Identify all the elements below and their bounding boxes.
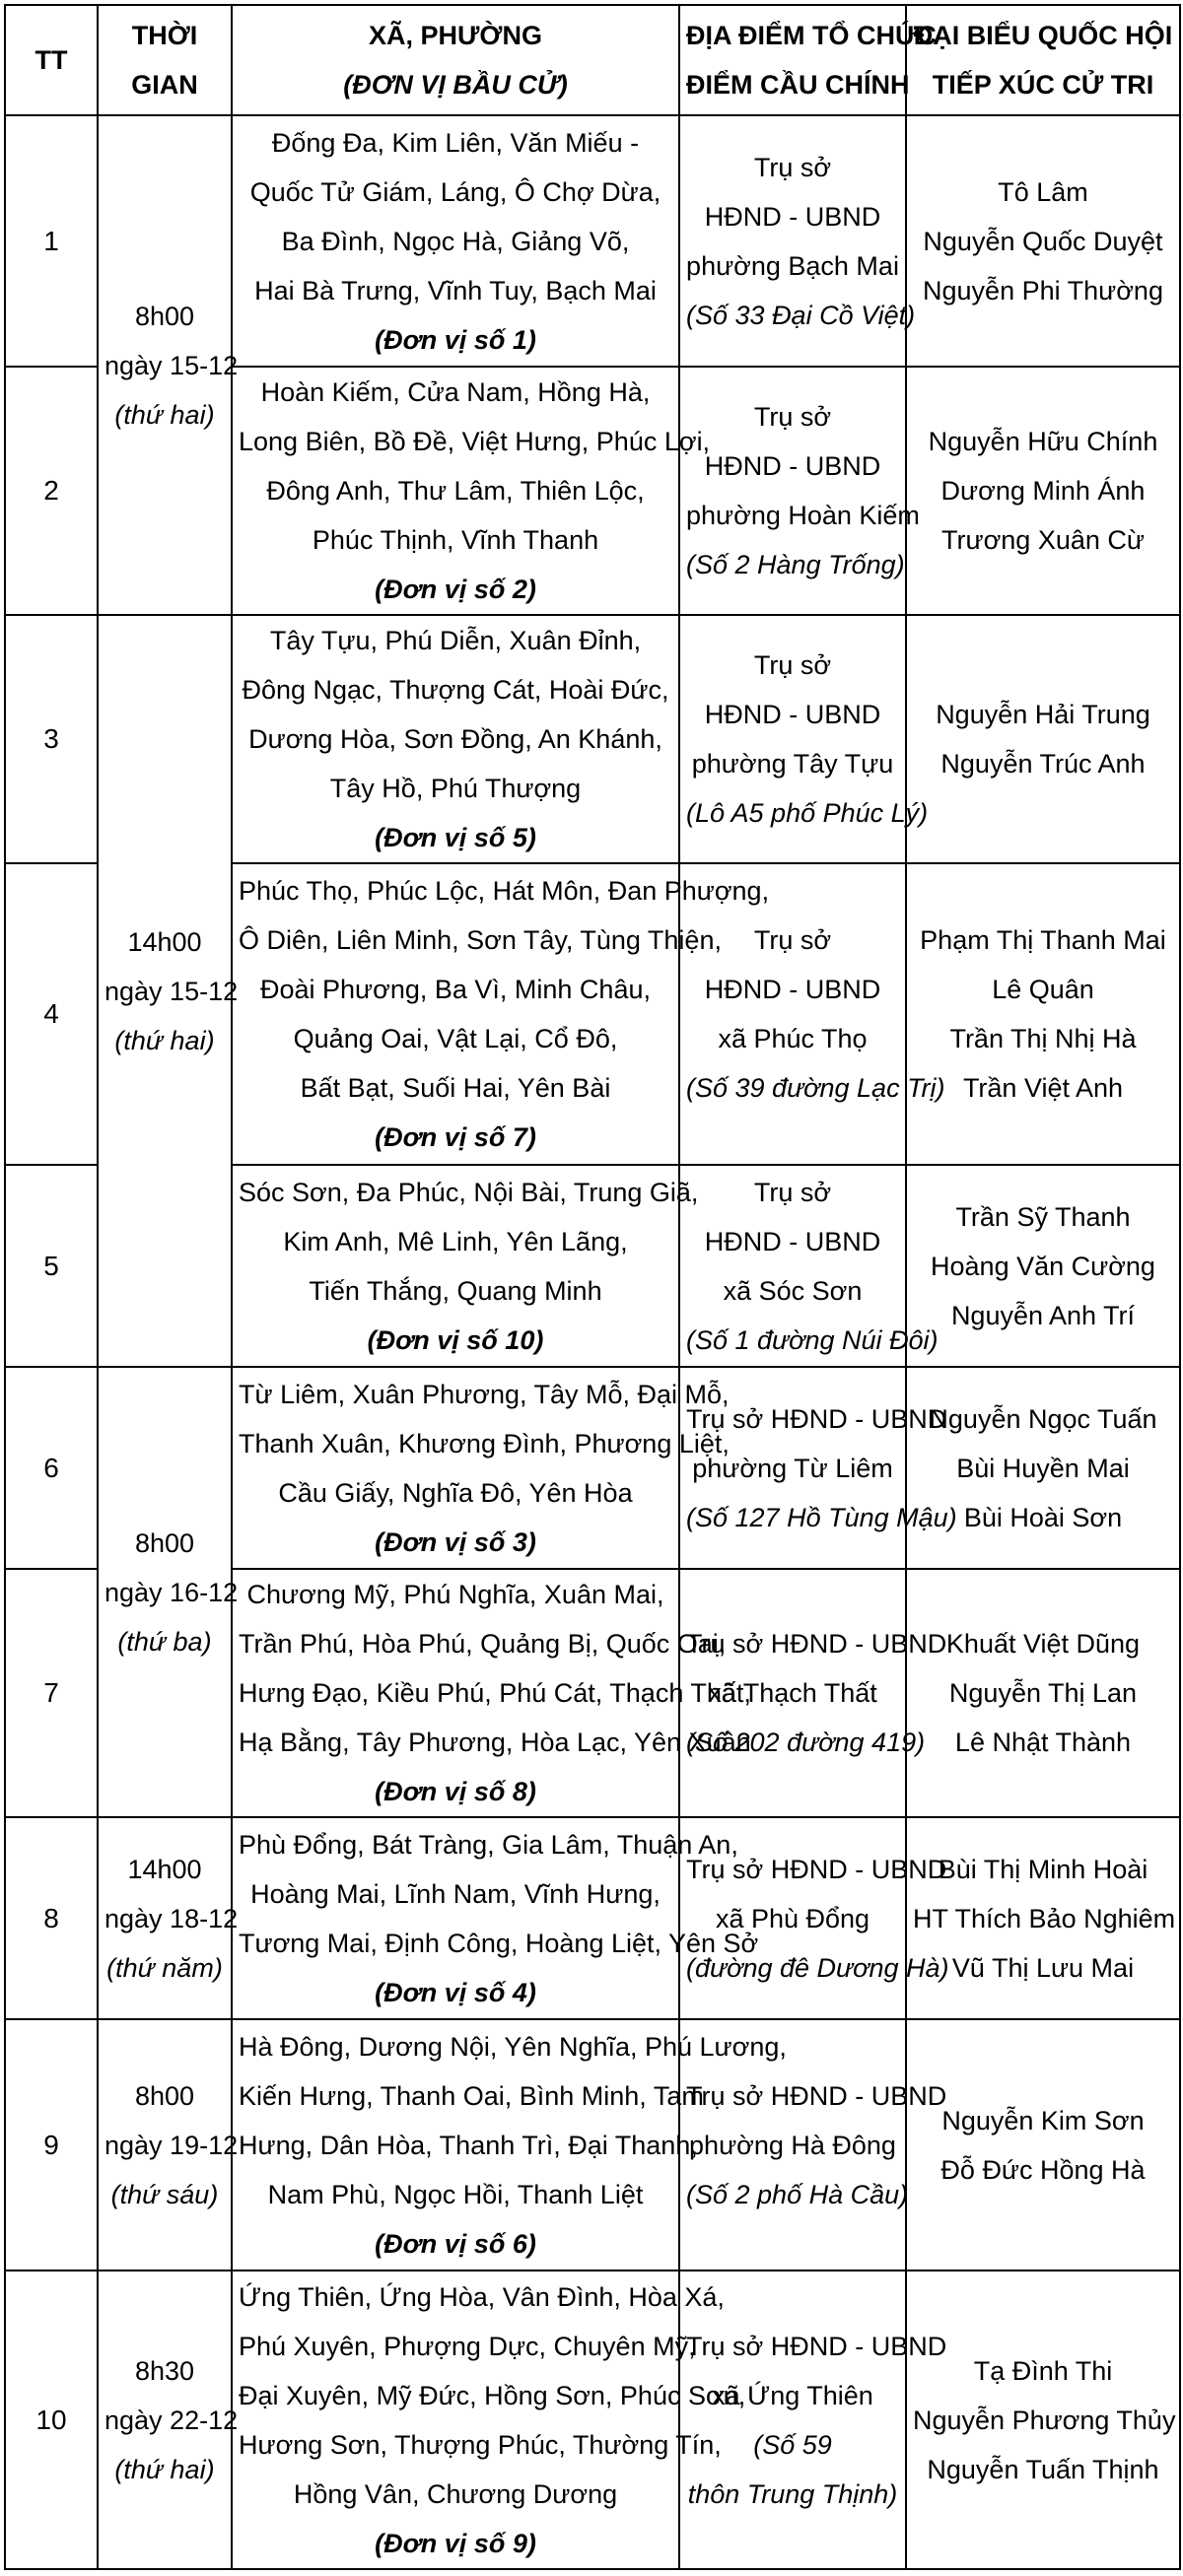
delegates-cell: Phạm Thị Thanh Mai Lê Quân Trần Thị Nhị Hà Trần Việt Anh xyxy=(906,863,1180,1165)
time-cell: 8h30 ngày 22-12 (thứ hai) xyxy=(98,2271,232,2569)
venue-cell: Trụ sở HĐND - UBND xã Ứng Thiên (Số 59 thôn Trung Thịnh) xyxy=(679,2271,906,2569)
table-row xyxy=(5,1367,1180,1569)
row-number: 9 xyxy=(5,2019,98,2271)
table-row xyxy=(5,2019,1180,2271)
area-cell: Sóc Sơn, Đa Phúc, Nội Bài, Trung Giã, Kim Anh, Mê Linh, Yên Lãng, Tiến Thắng, Quang Minh (Đơn vị số 10) xyxy=(232,1165,679,1367)
row-number: 8 xyxy=(5,1817,98,2019)
delegates-cell: Bùi Thị Minh Hoài HT Thích Bảo Nghiêm Vũ Thị Lưu Mai xyxy=(906,1817,1180,2019)
row-number: 10 xyxy=(5,2271,98,2569)
table-row xyxy=(5,615,1180,863)
venue-cell: Trụ sở HĐND - UBND xã Thạch Thất (Số 202 đường 419) xyxy=(679,1569,906,1817)
time-cell: 8h00 ngày 15-12 (thứ hai) xyxy=(98,115,232,615)
venue-cell: Trụ sở HĐND - UBND xã Phúc Thọ (Số 39 đường Lạc Trị) xyxy=(679,863,906,1165)
time-cell: 8h00 ngày 16-12 (thứ ba) xyxy=(98,1367,232,1817)
venue-cell: Trụ sở HĐND - UBND xã Phù Đổng (đường đê Dương Hà) xyxy=(679,1817,906,2019)
row-number: 2 xyxy=(5,367,98,615)
area-cell: Phù Đổng, Bát Tràng, Gia Lâm, Thuận An, Hoàng Mai, Lĩnh Nam, Vĩnh Hưng, Tương Mai, Định Công, Hoàng Liệt, Yên Sở (Đơn vị số 4) xyxy=(232,1817,679,2019)
table-row xyxy=(5,115,1180,367)
area-cell: Chương Mỹ, Phú Nghĩa, Xuân Mai, Trần Phú, Hòa Phú, Quảng Bị, Quốc Oai, Hưng Đạo, Kiều Phú, Phú Cát, Thạch Thất, Hạ Bằng, Tây Phương, Hòa Lạc, Yên Xuân (Đơn vị số 8) xyxy=(232,1569,679,1817)
area-cell: Hà Đông, Dương Nội, Yên Nghĩa, Phú Lương, Kiến Hưng, Thanh Oai, Bình Minh, Tam Hưng, Dân Hòa, Thanh Trì, Đại Thanh, Nam Phù, Ngọc Hồi, Thanh Liệt (Đơn vị số 6) xyxy=(232,2019,679,2271)
delegates-cell: Khuất Việt Dũng Nguyễn Thị Lan Lê Nhật Thành xyxy=(906,1569,1180,1817)
venue-cell: Trụ sở HĐND - UBND phường Bạch Mai (Số 33 Đại Cồ Việt) xyxy=(679,115,906,367)
venue-cell: Trụ sở HĐND - UBND phường Hà Đông (Số 2 phố Hà Cầu) xyxy=(679,2019,906,2271)
header-time: THỜI GIAN xyxy=(98,5,232,115)
delegates-cell: Tạ Đình Thi Nguyễn Phương Thủy Nguyễn Tuấn Thịnh xyxy=(906,2271,1180,2569)
area-cell: Hoàn Kiếm, Cửa Nam, Hồng Hà, Long Biên, Bồ Đề, Việt Hưng, Phúc Lợi, Đông Anh, Thư Lâm, Thiên Lộc, Phúc Thịnh, Vĩnh Thanh (Đơn vị số 2) xyxy=(232,367,679,615)
row-number: 6 xyxy=(5,1367,98,1569)
delegates-cell: Nguyễn Hải Trung Nguyễn Trúc Anh xyxy=(906,615,1180,863)
delegates-cell: Nguyễn Kim Sơn Đỗ Đức Hồng Hà xyxy=(906,2019,1180,2271)
area-cell: Tây Tựu, Phú Diễn, Xuân Đỉnh, Đông Ngạc, Thượng Cát, Hoài Đức, Dương Hòa, Sơn Đồng, An Khánh, Tây Hồ, Phú Thượng (Đơn vị số 5) xyxy=(232,615,679,863)
table-row xyxy=(5,1817,1180,2019)
header-tt: TT xyxy=(5,5,98,115)
venue-cell: Trụ sở HĐND - UBND phường Hoàn Kiếm (Số 2 Hàng Trống) xyxy=(679,367,906,615)
row-number: 4 xyxy=(5,863,98,1165)
venue-cell: Trụ sở HĐND - UBND phường Tây Tựu (Lô A5 phố Phúc Lý) xyxy=(679,615,906,863)
area-cell: Ứng Thiên, Ứng Hòa, Vân Đình, Hòa Xá, Phú Xuyên, Phượng Dực, Chuyên Mỹ, Đại Xuyên, Mỹ Đức, Hồng Sơn, Phúc Sơn, Hương Sơn, Thượng Phúc, Thường Tín, Hồng Vân, Chương Dương (Đơn vị số 9) xyxy=(232,2271,679,2569)
time-cell: 14h00 ngày 18-12 (thứ năm) xyxy=(98,1817,232,2019)
header-delegates: ĐẠI BIỂU QUỐC HỘI TIẾP XÚC CỬ TRI xyxy=(906,5,1180,115)
row-number: 3 xyxy=(5,615,98,863)
area-cell: Từ Liêm, Xuân Phương, Tây Mỗ, Đại Mỗ, Thanh Xuân, Khương Đình, Phương Liệt, Cầu Giấy, Nghĩa Đô, Yên Hòa (Đơn vị số 3) xyxy=(232,1367,679,1569)
time-cell: 8h00 ngày 19-12 (thứ sáu) xyxy=(98,2019,232,2271)
schedule-table xyxy=(4,4,1181,2570)
header-row xyxy=(5,5,1180,115)
area-cell: Đống Đa, Kim Liên, Văn Miếu - Quốc Tử Giám, Láng, Ô Chợ Dừa, Ba Đình, Ngọc Hà, Giảng Võ, Hai Bà Trưng, Vĩnh Tuy, Bạch Mai (Đơn vị số 1) xyxy=(232,115,679,367)
time-cell: 14h00 ngày 15-12 (thứ hai) xyxy=(98,615,232,1367)
row-number: 7 xyxy=(5,1569,98,1817)
table-row xyxy=(5,2271,1180,2569)
delegates-cell: Nguyễn Hữu Chính Dương Minh Ánh Trương Xuân Cừ xyxy=(906,367,1180,615)
area-cell: Phúc Thọ, Phúc Lộc, Hát Môn, Đan Phượng, Ô Diên, Liên Minh, Sơn Tây, Tùng Thiện, Đoài Phương, Ba Vì, Minh Châu, Quảng Oai, Vật Lại, Cổ Đô, Bất Bạt, Suối Hai, Yên Bài (Đơn vị số 7) xyxy=(232,863,679,1165)
venue-cell: Trụ sở HĐND - UBND phường Từ Liêm (Số 127 Hồ Tùng Mậu) xyxy=(679,1367,906,1569)
row-number: 1 xyxy=(5,115,98,367)
header-area: XÃ, PHƯỜNG (ĐƠN VỊ BẦU CỬ) xyxy=(232,5,679,115)
venue-cell: Trụ sở HĐND - UBND xã Sóc Sơn (Số 1 đường Núi Đôi) xyxy=(679,1165,906,1367)
header-venue: ĐỊA ĐIỂM TỔ CHỨC ĐIỂM CẦU CHÍNH xyxy=(679,5,906,115)
row-number: 5 xyxy=(5,1165,98,1367)
delegates-cell: Nguyễn Ngọc Tuấn Bùi Huyền Mai Bùi Hoài Sơn xyxy=(906,1367,1180,1569)
delegates-cell: Trần Sỹ Thanh Hoàng Văn Cường Nguyễn Anh Trí xyxy=(906,1165,1180,1367)
delegates-cell: Tô Lâm Nguyễn Quốc Duyệt Nguyễn Phi Thường xyxy=(906,115,1180,367)
